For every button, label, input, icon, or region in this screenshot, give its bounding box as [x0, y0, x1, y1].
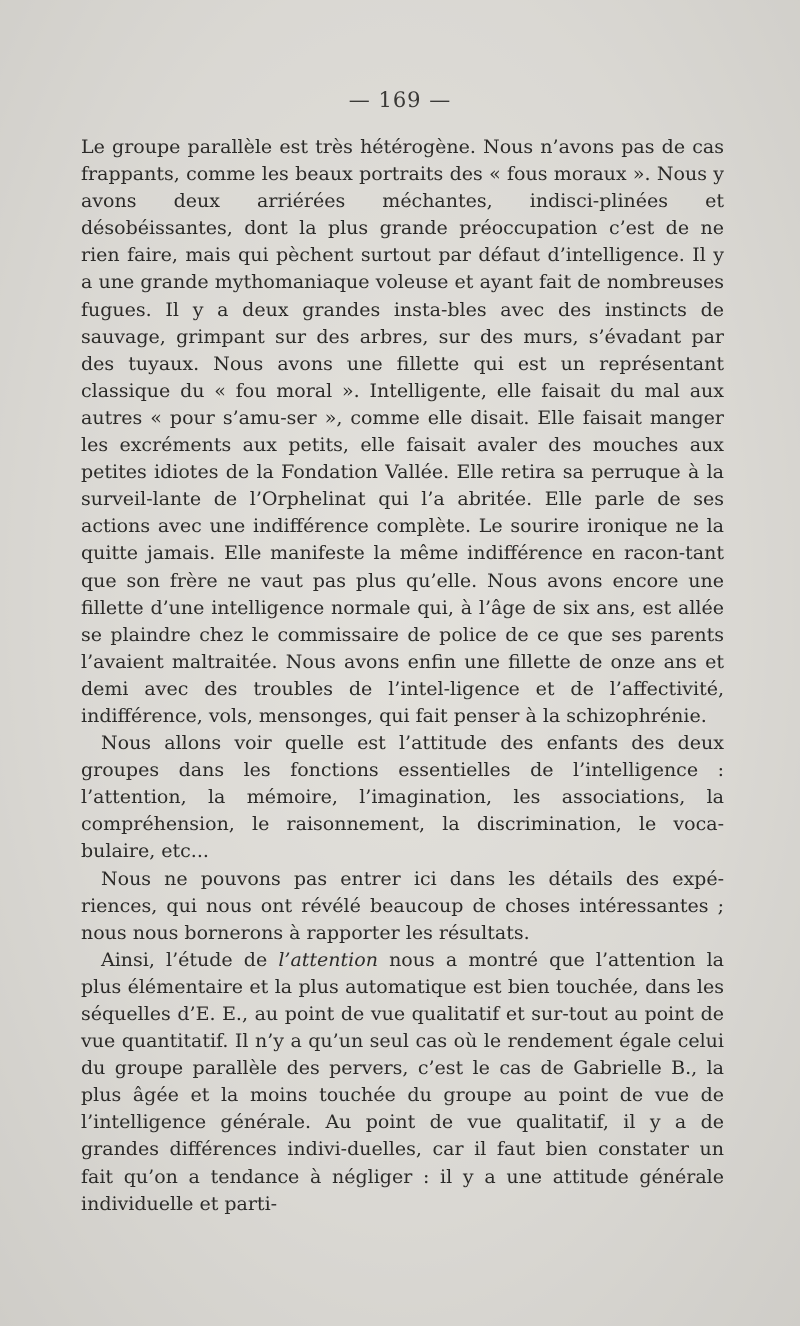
page-number: — 169 —	[348, 88, 452, 112]
paragraph-4	[81, 947, 724, 1218]
paragraph-1: Le groupe parallèle est très hétérogène. Nous n’avons pas de cas frappants, comme les beaux portraits des « fous moraux ». Nous y avons deux arriérées méchantes, indisci-plinées et désobéissantes, dont la plus grande préoccupation c’est de ne rien faire, mais qui pèchent surtout par défaut d’intelligence. Il y a une grande mythomaniaque voleuse et ayant fait de nombreuses fugues. Il y a deux grandes insta-bles avec des instincts de sauvage, grimpant sur des arbres, sur des murs, s’évadant par des tuyaux. Nous avons une fillette qui est un représentant classique du « fou moral ». Intelligente, elle faisait du mal aux autres « pour s’amu-ser », comme elle disait. Elle faisait manger les excréments aux petits, elle faisait avaler des mouches aux petites idiotes de la Fondation Vallée. Elle retira sa perruque à la surveil-lante de l’Orphelinat qui l’a abritée. Elle parle de ses actions avec une indifférence complète. Le sourire ironique ne la quitte jamais. Elle manifeste la même indifférence en racon-tant que son frère ne vaut pas plus qu’elle. Nous avons encore une fillette d’une intelligence normale qui, à l’âge de six ans, est allée se plaindre chez le commissaire de police de ce que ses parents l’avaient maltraitée. Nous avons enfin une fillette de onze ans et demi avec des troubles de l’intel-ligence et de l’affectivité, indifférence, vols, mensonges, qui fait penser à la schizophrénie.	[81, 136, 724, 727]
paragraph-2: Nous allons voir quelle est l’attitude des enfants des deux groupes dans les fonctions essentielles de l’intelligence : l’attention, la mémoire, l’imagination, les associations, la compréhension, le raisonnement, la discrimination, le voca-bulaire, etc...	[81, 732, 724, 863]
emphasis-attention: l’attention	[278, 948, 378, 971]
paragraph-4-lead: Ainsi, l’étude de	[101, 948, 279, 971]
paragraph-4-rest: nous a montré que l’attention la plus élémentaire et la plus automatique est bien touchée, dans les séquelles d’E. E., au point de vue qualitatif et sur-tout au point de vue quantitatif. Il n’y a qu’un seul cas où le rendement égale celui du groupe parallèle des pervers, c’est le cas de Gabrielle B., la plus âgée et la moins touchée du groupe au point de vue de l’intelligence générale. Au point de vue qualitatif, il y a de grandes différences indivi-duelles, car il faut bien constater un fait qu’on a tendance à négliger : il y a une attitude générale individuelle et parti-	[81, 948, 724, 1215]
body-text	[81, 134, 724, 1218]
paragraph-3: Nous ne pouvons pas entrer ici dans les détails des expé-riences, qui nous ont révélé beaucoup de choses intéressantes ; nous nous bornerons à rapporter les résultats.	[81, 867, 724, 944]
